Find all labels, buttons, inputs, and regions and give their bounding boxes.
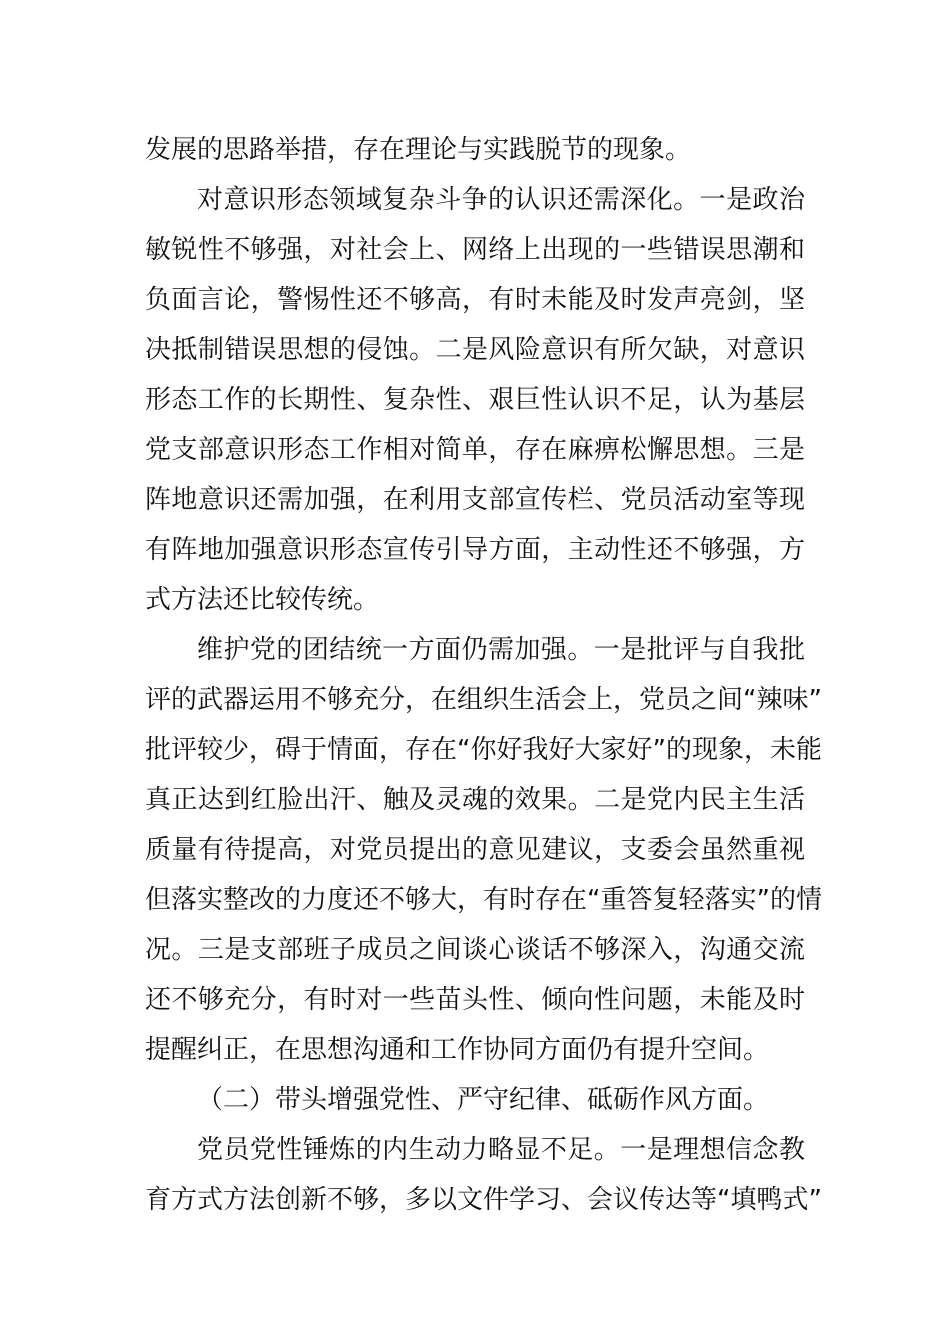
section-heading: （二）带头增强党性、严守纪律、砥砺作风方面。 [197, 1085, 770, 1115]
text-line: 有阵地加强意识形态宣传引导方面，主动性还不够强，方 [145, 535, 805, 565]
paragraph-first-line: 党员党性锤炼的内生动力略显不足。一是理想信念教 [197, 1135, 805, 1165]
text-line: 批评较少，碍于情面，存在“你好我好大家好”的现象，未能 [145, 735, 822, 765]
text-line: 育方式方法创新不够，多以文件学习、会议传达等“填鸭式” [145, 1185, 822, 1215]
paragraph-first-line: 对意识形态领域复杂斗争的认识还需深化。一是政治 [197, 185, 805, 215]
text-line: 评的武器运用不够充分，在组织生活会上，党员之间“辣味” [145, 685, 822, 715]
text-line: 还不够充分，有时对一些苗头性、倾向性问题，未能及时 [145, 985, 805, 1015]
text-line: 真正达到红脸出汗、触及灵魂的效果。二是党内民主生活 [145, 785, 805, 815]
text-line: 发展的思路举措，存在理论与实践脱节的现象。 [145, 135, 692, 165]
text-line: 提醒纠正，在思想沟通和工作协同方面仍有提升空间。 [145, 1035, 770, 1065]
text-line: 质量有待提高，对党员提出的意见建议，支委会虽然重视 [145, 835, 805, 865]
text-line: 敏锐性不够强，对社会上、网络上出现的一些错误思潮和 [145, 235, 805, 265]
text-line: 阵地意识还需加强，在利用支部宣传栏、党员活动室等现 [145, 485, 805, 515]
text-line: 但落实整改的力度还不够大，有时存在“重答复轻落实”的情 [145, 885, 822, 915]
text-line: 况。三是支部班子成员之间谈心谈话不够深入，沟通交流 [145, 935, 805, 965]
text-line: 形态工作的长期性、复杂性、艰巨性认识不足，认为基层 [145, 385, 805, 415]
text-line: 决抵制错误思想的侵蚀。二是风险意识有所欠缺，对意识 [145, 335, 805, 365]
text-line: 负面言论，警惕性还不够高，有时未能及时发声亮剑，坚 [145, 285, 805, 315]
text-line: 式方法还比较传统。 [145, 585, 380, 615]
text-line: 党支部意识形态工作相对简单，存在麻痹松懈思想。三是 [145, 435, 805, 465]
paragraph-first-line: 维护党的团结统一方面仍需加强。一是批评与自我批 [197, 635, 805, 665]
